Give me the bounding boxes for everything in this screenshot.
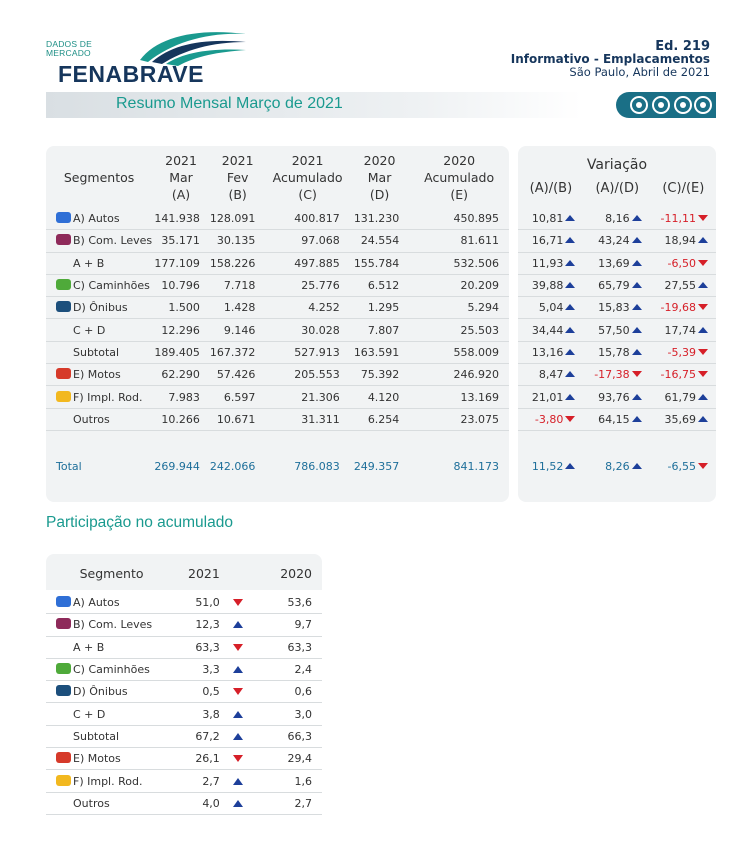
cell-c: 30.028 xyxy=(265,319,349,341)
share-header-2021: 2021 xyxy=(188,565,220,581)
variation-ad: 64,15 xyxy=(583,408,649,430)
informativo-title: Informativo - Emplacamentos xyxy=(510,52,710,66)
cell-c: 4.252 xyxy=(265,297,349,319)
motorcycle-icon xyxy=(56,752,71,763)
share-2020: 3,0 xyxy=(257,703,322,725)
total-e: 841.173 xyxy=(453,460,499,474)
cell-e: 5.294 xyxy=(409,297,509,319)
variation-row xyxy=(518,208,716,230)
share-row xyxy=(46,592,322,614)
cell-e: 558.009 xyxy=(409,341,509,363)
logo-brand: FENABRAVE xyxy=(58,61,204,87)
wheels-badge xyxy=(616,92,716,118)
arrow-up-icon xyxy=(220,614,257,636)
cell-b: 57.426 xyxy=(210,364,266,386)
share-table xyxy=(46,554,322,815)
table-row xyxy=(46,319,509,341)
segment-label: E) Motos xyxy=(46,364,152,386)
share-2020: 2,7 xyxy=(257,792,322,814)
cell-a: 189.405 xyxy=(152,341,210,363)
cell-c: 21.306 xyxy=(265,386,349,408)
fenabrave-logo xyxy=(46,26,246,88)
table-row xyxy=(46,297,509,319)
share-2021: 2,7 xyxy=(177,770,220,792)
cell-a: 10.796 xyxy=(152,274,210,296)
cell-e: 23.075 xyxy=(409,408,509,430)
wheel-icon xyxy=(674,96,692,114)
arrow-up-icon xyxy=(220,770,257,792)
logo-subtitle: DADOS DE MERCADO xyxy=(46,39,92,58)
variation-ab: 13,16 xyxy=(518,341,583,363)
section-band xyxy=(46,92,716,118)
variation-row xyxy=(518,319,716,341)
variation-ab: 5,04 xyxy=(518,297,583,319)
cell-a: 35.171 xyxy=(152,230,210,252)
segment-label: C + D xyxy=(46,319,152,341)
total-variation-ad: 8,26 xyxy=(583,449,649,485)
share-2020: 0,6 xyxy=(257,681,322,703)
share-row xyxy=(46,792,322,814)
share-2021: 51,0 xyxy=(177,592,220,614)
variation-ce: -16,75 xyxy=(650,364,716,386)
cell-b: 9.146 xyxy=(210,319,266,341)
share-segment-label: Subtotal xyxy=(46,725,177,747)
col-header-b: 2021 Fev (B) xyxy=(221,152,254,202)
share-row xyxy=(46,770,322,792)
cell-d: 75.392 xyxy=(350,364,410,386)
variation-ce: 27,55 xyxy=(650,274,716,296)
table-row xyxy=(46,408,509,430)
variation-ab: -3,80 xyxy=(518,408,583,430)
cell-d: 4.120 xyxy=(350,386,410,408)
share-2020: 9,7 xyxy=(257,614,322,636)
cell-a: 62.290 xyxy=(152,364,210,386)
cell-d: 6.512 xyxy=(350,274,410,296)
variation-ab: 39,88 xyxy=(518,274,583,296)
share-segment-label: C) Caminhões xyxy=(46,658,177,680)
share-row xyxy=(46,681,322,703)
share-header-segmento: Segmento xyxy=(79,565,144,581)
cell-d: 6.254 xyxy=(350,408,410,430)
variation-ce: -19,68 xyxy=(650,297,716,319)
variation-row xyxy=(518,230,716,252)
share-segment-label: A + B xyxy=(46,636,177,658)
cell-b: 128.091 xyxy=(210,208,266,230)
variation-ad: 65,79 xyxy=(583,274,649,296)
motorcycle-icon xyxy=(56,368,71,379)
variation-ad: 15,78 xyxy=(583,341,649,363)
cell-a: 12.296 xyxy=(152,319,210,341)
col-header-ce: (C)/(E) xyxy=(662,181,705,196)
share-section-title: Participação no acumulado xyxy=(46,514,233,531)
variation-ad: 43,24 xyxy=(583,230,649,252)
share-segment-label: F) Impl. Rod. xyxy=(46,770,177,792)
cell-e: 450.895 xyxy=(409,208,509,230)
col-header-c: 2021 Acumulado (C) xyxy=(272,152,343,202)
section-title: Resumo Mensal Março de 2021 xyxy=(116,95,343,112)
cell-b: 1.428 xyxy=(210,297,266,319)
total-variation-ab: 11,52 xyxy=(518,449,583,485)
cell-a: 7.983 xyxy=(152,386,210,408)
truck-icon xyxy=(56,663,71,674)
cell-c: 205.553 xyxy=(265,364,349,386)
share-2020: 29,4 xyxy=(257,748,322,770)
cell-c: 31.311 xyxy=(265,408,349,430)
share-2020: 53,6 xyxy=(257,592,322,614)
variation-header xyxy=(518,146,716,208)
wheel-icon xyxy=(652,96,670,114)
cell-e: 20.209 xyxy=(409,274,509,296)
share-segment-label: E) Motos xyxy=(46,748,177,770)
share-2020: 1,6 xyxy=(257,770,322,792)
cell-e: 532.506 xyxy=(409,252,509,274)
arrow-up-icon xyxy=(220,725,257,747)
car-icon xyxy=(56,596,71,607)
variation-table xyxy=(518,146,716,485)
variation-row xyxy=(518,252,716,274)
main-table xyxy=(46,146,509,485)
cell-d: 1.295 xyxy=(350,297,410,319)
wheel-icon xyxy=(630,96,648,114)
total-variation-row xyxy=(518,449,716,485)
total-variation-ce: -6,55 xyxy=(650,449,716,485)
cell-d: 155.784 xyxy=(350,252,410,274)
cell-b: 30.135 xyxy=(210,230,266,252)
share-row xyxy=(46,614,322,636)
col-header-ad: (A)/(D) xyxy=(595,181,640,196)
cell-b: 167.372 xyxy=(210,341,266,363)
variation-ad: -17,38 xyxy=(583,364,649,386)
bus-icon xyxy=(56,685,71,696)
share-2021: 67,2 xyxy=(177,725,220,747)
segment-label: C) Caminhões xyxy=(46,274,152,296)
variation-ab: 16,71 xyxy=(518,230,583,252)
variation-ad: 57,50 xyxy=(583,319,649,341)
variation-ce: -11,11 xyxy=(650,208,716,230)
trailer-icon xyxy=(56,775,71,786)
col-header-a: 2021 Mar (A) xyxy=(165,152,197,202)
cell-e: 246.920 xyxy=(409,364,509,386)
cell-a: 141.938 xyxy=(152,208,210,230)
share-segment-label: C + D xyxy=(46,703,177,725)
cell-c: 527.913 xyxy=(265,341,349,363)
table-row xyxy=(46,230,509,252)
wheel-icon xyxy=(694,96,712,114)
col-header-e: 2020 Acumulado (E) xyxy=(424,152,495,202)
share-segment-label: Outros xyxy=(46,792,177,814)
variation-ad: 13,69 xyxy=(583,252,649,274)
variation-row xyxy=(518,297,716,319)
variation-row xyxy=(518,386,716,408)
variation-row xyxy=(518,364,716,386)
cell-c: 97.068 xyxy=(265,230,349,252)
cell-c: 400.817 xyxy=(265,208,349,230)
table-row xyxy=(46,252,509,274)
segment-label: F) Impl. Rod. xyxy=(46,386,152,408)
cell-c: 497.885 xyxy=(265,252,349,274)
variation-ab: 21,01 xyxy=(518,386,583,408)
cell-a: 1.500 xyxy=(152,297,210,319)
cell-b: 10.671 xyxy=(210,408,266,430)
variation-row xyxy=(518,274,716,296)
share-row xyxy=(46,748,322,770)
cell-b: 6.597 xyxy=(210,386,266,408)
variation-title: Variação xyxy=(586,157,648,173)
share-row xyxy=(46,703,322,725)
arrow-up-icon xyxy=(220,658,257,680)
total-row xyxy=(46,449,509,485)
arrow-up-icon xyxy=(220,703,257,725)
cell-e: 13.169 xyxy=(409,386,509,408)
total-b: 242.066 xyxy=(209,460,256,474)
bus-icon xyxy=(56,301,71,312)
share-row xyxy=(46,636,322,658)
variation-ce: -5,39 xyxy=(650,341,716,363)
share-2021: 3,8 xyxy=(177,703,220,725)
arrow-down-icon xyxy=(220,748,257,770)
share-2021: 63,3 xyxy=(177,636,220,658)
share-2021: 3,3 xyxy=(177,658,220,680)
arrow-down-icon xyxy=(220,681,257,703)
variation-ab: 10,81 xyxy=(518,208,583,230)
share-2021: 26,1 xyxy=(177,748,220,770)
variation-row xyxy=(518,341,716,363)
logo-swoosh-icon xyxy=(138,26,248,66)
variation-ce: 61,79 xyxy=(650,386,716,408)
variation-ad: 93,76 xyxy=(583,386,649,408)
segment-label: D) Ônibus xyxy=(46,297,152,319)
trailer-icon xyxy=(56,391,71,402)
van-icon xyxy=(56,618,71,629)
edition-info xyxy=(511,40,710,79)
variation-ce: -6,50 xyxy=(650,252,716,274)
arrow-down-icon xyxy=(220,592,257,614)
variation-ab: 8,47 xyxy=(518,364,583,386)
share-segment-label: D) Ônibus xyxy=(46,681,177,703)
truck-icon xyxy=(56,279,71,290)
segment-label: Outros xyxy=(46,408,152,430)
total-a: 269.944 xyxy=(154,460,200,474)
share-header-2020: 2020 xyxy=(280,565,312,581)
variation-row xyxy=(518,408,716,430)
col-header-segmentos: Segmentos xyxy=(63,169,135,185)
segment-label: B) Com. Leves xyxy=(46,230,152,252)
variation-ce: 18,94 xyxy=(650,230,716,252)
segment-label: A + B xyxy=(46,252,152,274)
variation-ce: 17,74 xyxy=(650,319,716,341)
share-row xyxy=(46,725,322,747)
cell-c: 25.776 xyxy=(265,274,349,296)
location-date: São Paulo, Abril de 2021 xyxy=(569,65,710,79)
table-row xyxy=(46,386,509,408)
col-header-d: 2020 Mar (D) xyxy=(363,152,396,202)
total-c: 786.083 xyxy=(294,460,340,474)
arrow-down-icon xyxy=(220,636,257,658)
table-row xyxy=(46,364,509,386)
table-row xyxy=(46,274,509,296)
share-2020: 63,3 xyxy=(257,636,322,658)
cell-d: 7.807 xyxy=(350,319,410,341)
table-row xyxy=(46,208,509,230)
cell-b: 7.718 xyxy=(210,274,266,296)
variation-ad: 8,16 xyxy=(583,208,649,230)
cell-a: 177.109 xyxy=(152,252,210,274)
share-2020: 66,3 xyxy=(257,725,322,747)
share-2020: 2,4 xyxy=(257,658,322,680)
segment-label: Subtotal xyxy=(46,341,152,363)
arrow-up-icon xyxy=(220,792,257,814)
car-icon xyxy=(56,212,71,223)
cell-d: 131.230 xyxy=(350,208,410,230)
variation-ab: 34,44 xyxy=(518,319,583,341)
share-row xyxy=(46,658,322,680)
cell-e: 25.503 xyxy=(409,319,509,341)
edition-number: Ed. 219 xyxy=(655,39,710,54)
total-d: 249.357 xyxy=(353,460,400,474)
share-segment-label: B) Com. Leves xyxy=(46,614,177,636)
table-row xyxy=(46,341,509,363)
variation-ab: 11,93 xyxy=(518,252,583,274)
van-icon xyxy=(56,234,71,245)
share-segment-label: A) Autos xyxy=(46,592,177,614)
share-2021: 12,3 xyxy=(177,614,220,636)
cell-a: 10.266 xyxy=(152,408,210,430)
cell-d: 163.591 xyxy=(350,341,410,363)
cell-e: 81.611 xyxy=(409,230,509,252)
col-header-ab: (A)/(B) xyxy=(529,181,573,196)
variation-ad: 15,83 xyxy=(583,297,649,319)
cell-d: 24.554 xyxy=(350,230,410,252)
variation-ce: 35,69 xyxy=(650,408,716,430)
cell-b: 158.226 xyxy=(210,252,266,274)
share-2021: 0,5 xyxy=(177,681,220,703)
share-2021: 4,0 xyxy=(177,792,220,814)
segment-label: A) Autos xyxy=(46,208,152,230)
total-label: Total xyxy=(56,460,82,474)
